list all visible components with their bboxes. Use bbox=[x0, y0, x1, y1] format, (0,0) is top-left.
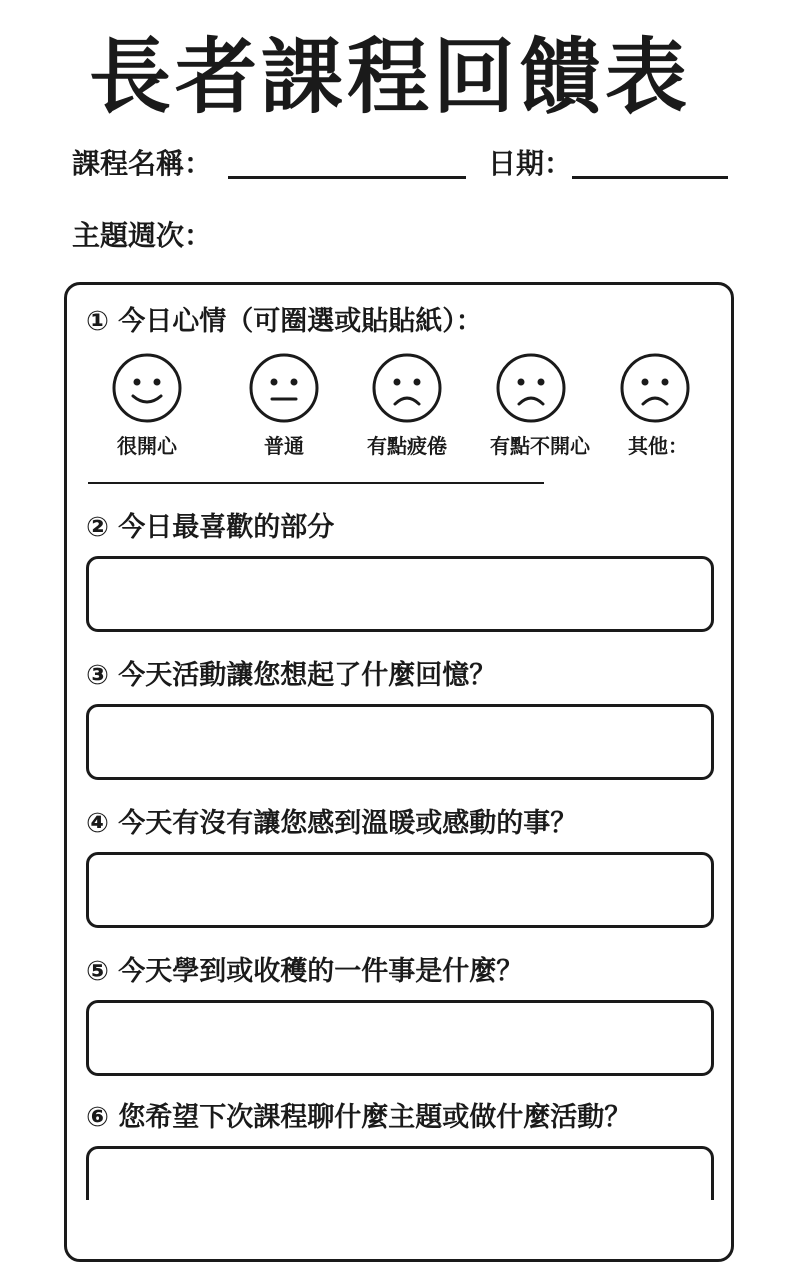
question-label: ③ 今天活動讓您想起了什麼回憶？ bbox=[86, 660, 497, 691]
big-smile-face-icon[interactable] bbox=[111, 352, 183, 424]
mood-option-label: 很開心 bbox=[117, 434, 177, 458]
form-title: 長者課程回饋表 bbox=[88, 30, 691, 125]
answer-box-memory[interactable] bbox=[86, 704, 714, 780]
question-label: ⑥ 您希望下次課程聊什麼主題或做什麼活動？ bbox=[86, 1102, 632, 1133]
date-label: 日期： bbox=[488, 147, 573, 180]
answer-box-next-topic[interactable] bbox=[86, 1146, 714, 1200]
answer-box-warm-moment[interactable] bbox=[86, 852, 714, 928]
mood-option-label: 有點疲倦 bbox=[367, 434, 447, 458]
mood-option-label: 有點不開心 bbox=[490, 434, 590, 458]
other-mood-line[interactable] bbox=[88, 482, 544, 484]
answer-box-favorite-part[interactable] bbox=[86, 556, 714, 632]
course-name-field[interactable] bbox=[228, 176, 466, 179]
question-label: ② 今日最喜歡的部分 bbox=[86, 512, 335, 543]
mood-question: ① 今日心情（可圈選或貼貼紙）： bbox=[86, 306, 483, 337]
frown-face-icon[interactable] bbox=[371, 352, 443, 424]
date-field[interactable] bbox=[572, 176, 728, 179]
mood-option-label: 普通 bbox=[264, 434, 304, 458]
question-label: ⑤ 今天學到或收穫的一件事是什麼？ bbox=[86, 956, 524, 987]
frown-face-icon[interactable] bbox=[495, 352, 567, 424]
mood-option-label: 其他： bbox=[628, 434, 688, 458]
frown-face-icon[interactable] bbox=[619, 352, 691, 424]
topic-week-label: 主題週次： bbox=[72, 219, 213, 252]
question-label: ④ 今天有沒有讓您感到溫暖或感動的事？ bbox=[86, 808, 578, 839]
neutral-face-icon[interactable] bbox=[248, 352, 320, 424]
course-name-label: 課程名稱： bbox=[72, 147, 213, 180]
answer-box-learned[interactable] bbox=[86, 1000, 714, 1076]
